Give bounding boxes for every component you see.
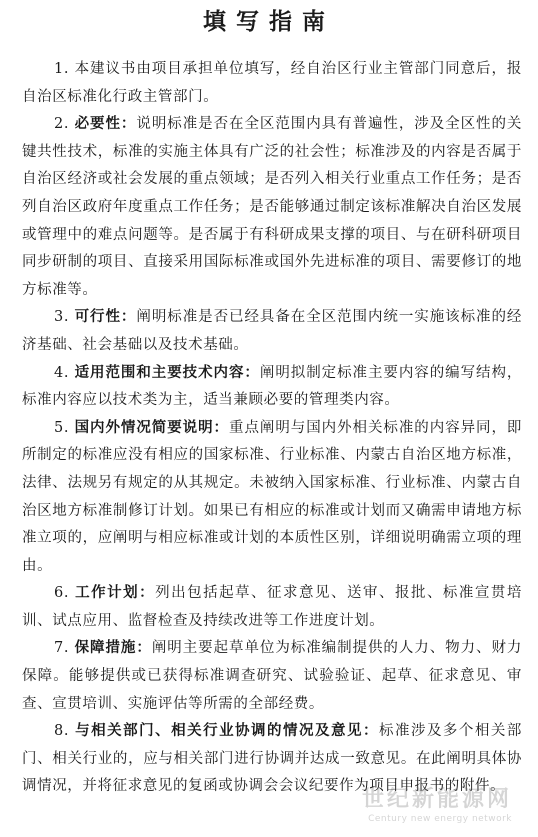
watermark-text: 世纪新能源网: [361, 787, 512, 812]
item-text: 阐明标准是否已经具备在全区范围内统一实施该标准的经济基础、社会基础以及技术基础。: [22, 309, 523, 353]
item-heading: 工作计划：: [75, 585, 156, 602]
paragraph-4: [22, 360, 522, 415]
item-number: 4.: [54, 364, 70, 381]
watermark-logo: [292, 787, 512, 831]
item-text: 本建议书由项目承担单位填写，经自治区行业主管部门同意后，报自治区标准化行政主管部门。: [22, 61, 522, 105]
item-text: 说明标准是否在全区范围内具有普遍性，涉及全区性的关键共性技术，标准的实施主体具有广泛的社会性；标准涉及的内容是否属于自治区经济或社会发展的重点领域；是否列入相关行业重点工作任务；是否列自治区政府年度重点工作任务；是否能够通过制定该标准解决自治区发展或管理中的难点问题等。是否属于有科研成果支撑的项目、与在研科研项目同步研制的项目、直接采用国际标准或国外先进标准的项目、需要修订的地方标准等。: [22, 116, 523, 298]
item-text: 重点阐明与国内外相关标准的内容异同，即所制定的标准应没有相应的国家标准、行业标准、内蒙古自治区地方标准，法律、法规另有规定的从其规定。未被纳入国家标准、行业标准、内蒙古自治区地方标准制修订计划。如果已有相应的标准或计划而又确需申请地方标准立项的，应阐明与相应标准或计划的本质性区别，详细说明确需立项的理由。: [22, 419, 522, 574]
item-heading: 必要性：: [74, 116, 137, 133]
item-heading: 保障措施：: [74, 640, 152, 657]
item-number: 8.: [54, 723, 70, 740]
item-text: 阐明拟制定标准主要内容的编写结构，标准内容应以技术类为主，适当兼顾必要的管理类内容。: [22, 364, 522, 409]
watermark-subtext: Century new energy network: [368, 814, 512, 824]
item-number: 3.: [54, 309, 70, 326]
page-title: 填写指南: [203, 9, 335, 35]
paragraph-3: [22, 304, 522, 359]
item-heading: 与相关部门、相关行业协调的情况及意见：: [75, 723, 379, 740]
item-heading: 适用范围和主要技术内容：: [74, 364, 260, 381]
item-number: 1.: [54, 61, 70, 77]
paragraph-2: [22, 111, 522, 304]
document-body: [22, 56, 522, 801]
item-number: 2.: [54, 116, 70, 133]
paragraph-6: [22, 580, 522, 635]
item-text: 列出包括起草、征求意见、送审、报批、标准宣贯培训、试点应用、监督检查及持续改进等工作进度计划。: [22, 585, 522, 629]
item-text: 标准涉及多个相关部门、相关行业的，应与相关部门进行协调并达成一致意见。在此阐明具体协调情况，并将征求意见的复函或协调会会议纪要作为项目申报书的附件。: [22, 723, 522, 795]
item-heading: 国内外情况简要说明：: [74, 419, 229, 436]
item-number: 7.: [54, 640, 70, 657]
item-number: 5.: [54, 419, 70, 436]
item-heading: 可行性：: [74, 309, 137, 326]
paragraph-1: [22, 56, 522, 111]
paragraph-5: [22, 415, 522, 581]
item-number: 6.: [54, 585, 70, 602]
paragraph-7: [22, 635, 522, 718]
item-text: 阐明主要起草单位为标准编制提供的人力、物力、财力保障。能够提供或已获得标准调查研究、试验验证、起草、征求意见、审查、宣贯培训、实施评估等所需的全部经费。: [22, 640, 523, 712]
